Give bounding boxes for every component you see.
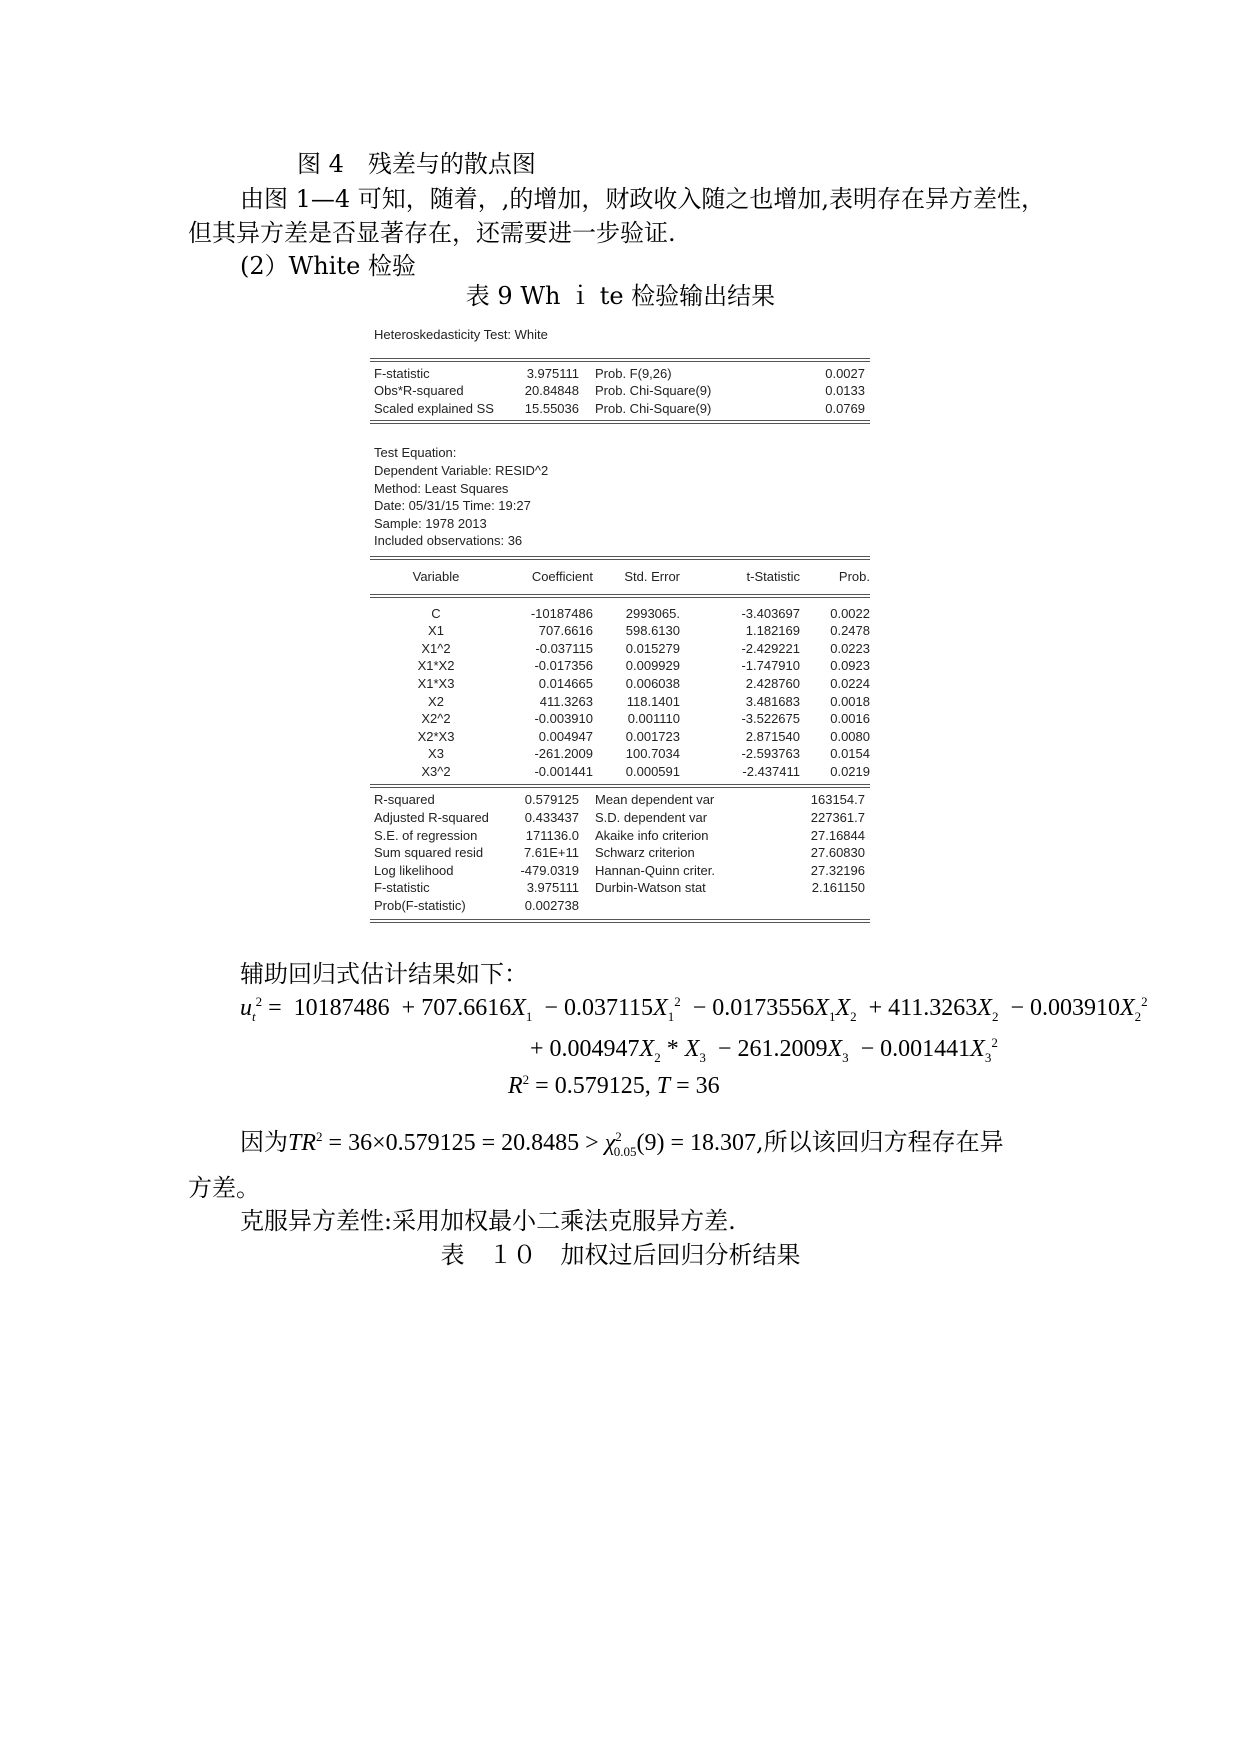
overcome-text: 克服异方差性:采用加权最小二乘法克服异方差.: [240, 1207, 736, 1235]
stat-row: Log likelihood -479.0319 Hannan-Quinn criter. 27.32196: [374, 862, 865, 878]
aux-intro: 辅助回归式估计结果如下：: [240, 960, 528, 988]
coef-row: X2^2 -0.003910 0.001110 -3.522675 0.0016: [421, 711, 870, 727]
regression-stats: [370, 791, 870, 914]
coef-row: X3^2 -0.001441 0.000591 -2.437411 0.0219: [421, 763, 870, 779]
r-squared-line: $R^2 = 0.579125$, T = 36: [508, 1072, 720, 1099]
table-caption: 表 9 Wh ｉ te 检验输出结果: [465, 282, 776, 310]
coef-table-header: Variable Coefficient Std. Error t-Statistic Prob.: [412, 568, 870, 584]
stat-row: Adjusted R-squared 0.433437 S.D. dependent var 227361.7: [374, 810, 865, 826]
test-row: F-statistic 3.975111 Prob. F(9,26) 0.0027: [374, 365, 865, 381]
coef-row: X1*X2 -0.017356 0.009929 -1.747910 0.0923: [417, 658, 870, 674]
paragraph-line: 由图 1—4 可知，随着，,的增加，财政收入随之也增加,表明存在异方差性，: [240, 185, 1046, 213]
coef-row: X1*X3 0.014665 0.006038 2.428760 0.0224: [417, 675, 870, 691]
stat-row: Prob(F-statistic) 0.002738: [374, 898, 579, 914]
test-row: Scaled explained SS 15.55036 Prob. Chi-Square(9) 0.0769: [374, 400, 865, 416]
coef-row: X2*X3 0.004947 0.001723 2.871540 0.0080: [417, 728, 870, 744]
stat-row: Sum squared resid 7.61E+11 Schwarz criterion 27.60830: [374, 845, 865, 861]
section-heading: (2）White 检验: [240, 252, 416, 280]
coef-table-body: [370, 605, 870, 781]
equation-meta: Test Equation: Dependent Variable: RESID^2 Method: Least Squares Date: 05/31/15 Time: 19:27 Sample: 1978 2013 Included observations: 36: [374, 445, 549, 549]
test-summary: [370, 362, 870, 418]
coef-row: X2 411.3263 118.1401 3.481683 0.0018: [428, 693, 870, 709]
coef-row: X3 -261.2009 100.7034 -2.593763 0.0154: [428, 746, 870, 762]
output-title: Heteroskedasticity Test: White: [374, 327, 548, 342]
white-test-output: [370, 326, 870, 923]
aux-equation-line1: $u_t^2 = 10187486 + 707.6616X_1 - 0.037115X_1^2 - 0.0173556X_1X_2 + 411.3263X_2 - 0.003910X_2^2$: [240, 994, 1148, 1024]
stat-row: R-squared 0.579125 Mean dependent var 163154.7: [374, 792, 865, 808]
stat-row: S.E. of regression 171136.0 Akaike info criterion 27.16844: [374, 827, 865, 843]
coef-row: X1^2 -0.037115 0.015279 -2.429221 0.0223: [421, 640, 870, 656]
conclusion-line2: 方差。: [188, 1174, 260, 1202]
test-row: Obs*R-squared 20.84848 Prob. Chi-Square(9) 0.0133: [374, 383, 865, 399]
stat-row: F-statistic 3.975111 Durbin-Watson stat 2.161150: [374, 880, 865, 896]
table-caption: 表 １０ 加权过后回归分析结果: [440, 1241, 801, 1269]
figure-caption: 图 4 残差与的散点图: [297, 150, 536, 178]
coef-row: X1 707.6616 598.6130 1.182169 0.2478: [428, 623, 870, 639]
coef-row: C -10187486 2993065. -3.403697 0.0022: [431, 605, 870, 621]
aux-equation-line2: + $0.004947X_2 * X_3 - 261.2009X_3 - 0.001441X_3^2$: [530, 1035, 998, 1065]
paragraph-line: 但其异方差是否显著存在，还需要进一步验证.: [188, 219, 676, 247]
conclusion-line: 因为$TR^2 = 36\times 0.579125 = 20.8485 > \chi^2_{0.05}(9) = 18.307$,所以该回归方程存在异: [240, 1128, 1004, 1159]
double-rule: [370, 919, 870, 923]
